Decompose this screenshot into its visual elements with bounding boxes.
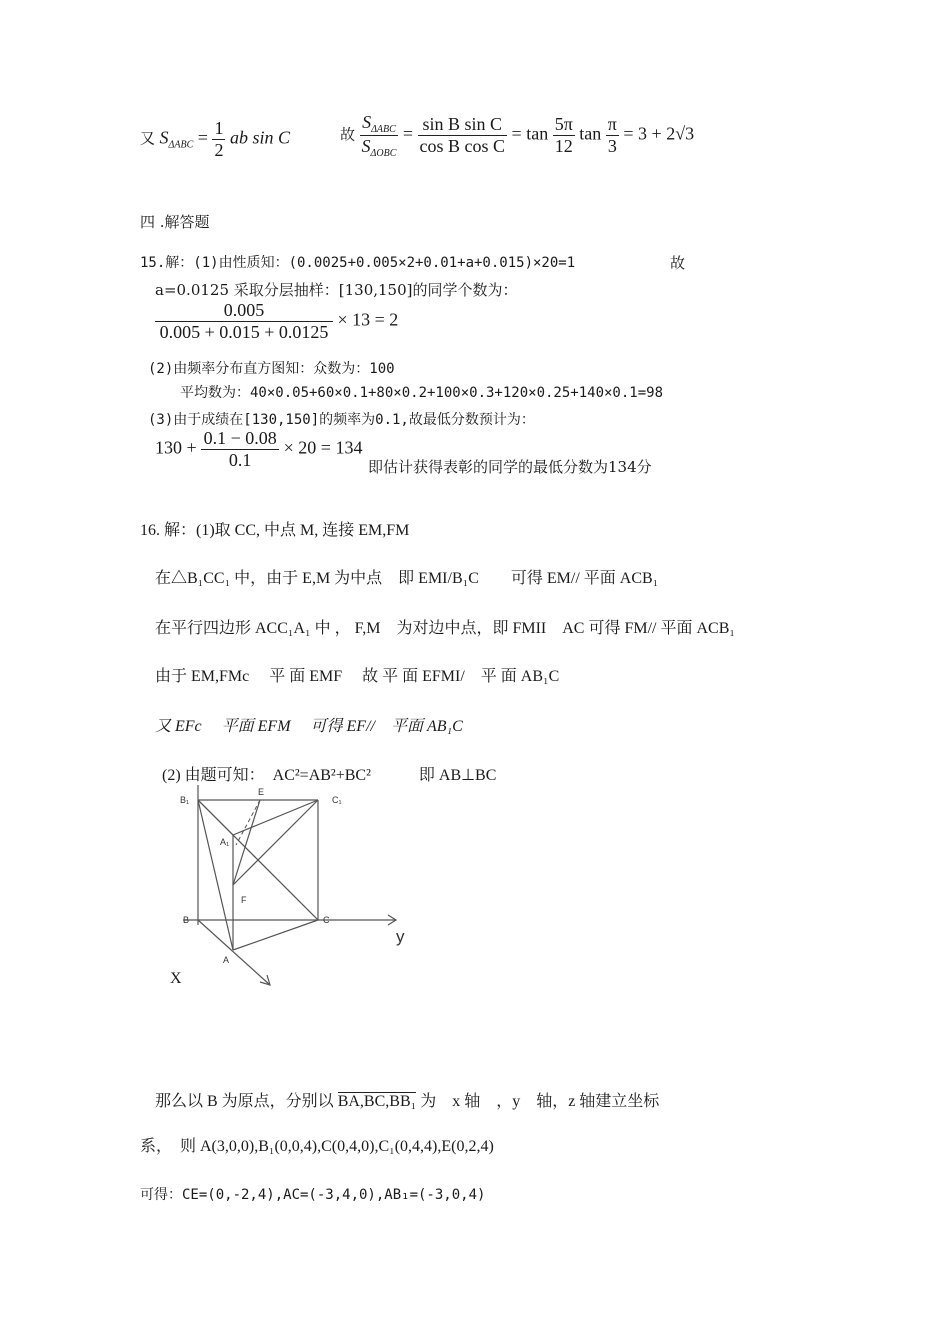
area-num: S: [362, 112, 372, 132]
label-B1: B₁: [180, 795, 190, 805]
edge-b1-a: [198, 800, 233, 950]
q15-part3: (3)由于成绩在[130,150]的频率为0.1,故最低分数预计为：: [148, 412, 535, 428]
area-num-sub: ΔABC: [371, 124, 396, 135]
formula-prefix-gu: 故: [340, 125, 356, 144]
vector-bb1: BB₁: [389, 1093, 417, 1110]
fraction-sin-cos: [418, 114, 508, 157]
q16-line4: 由于 EM,FMc 平 面 EMF 故 平 面 EFMI/ 平 面 AB₁C: [155, 668, 560, 685]
formula-tan2: tan: [579, 123, 602, 144]
q15-frac-den: 0.005 + 0.015 + 0.0125: [155, 321, 333, 343]
edge-a-c: [233, 920, 318, 950]
line7-post: 为 x 轴 ，y 轴，z 轴建立坐标: [420, 1093, 660, 1110]
q15-frac-rest: × 13 = 2: [337, 309, 399, 330]
x-axis: [198, 920, 270, 985]
fraction-area-ratio: [360, 112, 399, 159]
q16-line1: 16. 解：(1)取 CC, 中点 M, 连接 EM,FM: [140, 522, 410, 539]
vector-ba-bc: BA,BC,: [337, 1093, 390, 1110]
q15-frac-num: 0.005: [223, 300, 265, 320]
label-A1: A₁: [220, 837, 230, 847]
formula-rest: ab sin C: [229, 127, 290, 148]
area-den-sub: ΔOBC: [370, 148, 397, 159]
formula-ratio: [340, 112, 694, 159]
q15-fraction-block: [155, 300, 398, 343]
label-C: C: [323, 915, 330, 925]
label-X: X: [170, 970, 182, 987]
p3-prefix: 130 +: [155, 437, 197, 458]
q15-part2: (2)由频率分布直方图知：众数为：100: [148, 361, 395, 377]
formula-prefix-you: 又: [140, 129, 156, 148]
formula-S-sub: ΔABC: [168, 139, 194, 151]
label-z: [182, 785, 188, 786]
q15-conclusion: 即估计获得表彰的同学的最低分数为134分: [368, 458, 652, 476]
q15-line2: a=0.0125 采取分层抽样：[130,150]的同学个数为：: [155, 281, 518, 299]
q15-line1: 15.解：(1)由性质知：(0.0025+0.005×2+0.01+a+0.015)×20=1: [140, 255, 576, 271]
formula-S: S: [159, 127, 169, 148]
formula-eq2: = tan: [511, 123, 549, 144]
cos-den: cos B cos C: [419, 136, 506, 156]
p3-den: 0.1: [201, 449, 279, 471]
fraction-num: 1: [214, 118, 224, 138]
label-y: y: [396, 927, 405, 946]
q16-line7: [155, 1088, 659, 1111]
fraction-one-half: [212, 118, 225, 161]
q16-line2: 在△B₁CC₁ 中，由于 E,M 为中点 即 EMI/B₁C 可得 EM// 平面 ACB₁: [155, 570, 659, 587]
sin-num: sin B sin C: [422, 114, 503, 134]
section-title: 四 .解答题: [140, 213, 210, 231]
q16-line8: 系， 则 A(3,0,0),B₁(0,0,4),C(0,4,0),C₁(0,4,4),E(0,2,4): [140, 1138, 494, 1155]
frac3-num: 5π: [554, 114, 573, 134]
formula-result: = 3 + 2√3: [623, 123, 695, 144]
label-C1: C₁: [332, 795, 342, 805]
edge-a1-c1: [233, 800, 318, 835]
q15-part2-mean: 平均数为：40×0.05+60×0.1+80×0.2+100×0.3+120×0.25+140×0.1=98: [180, 385, 664, 401]
p3-rest: × 20 = 134: [283, 437, 363, 458]
label-B: B: [183, 915, 190, 925]
p3-num: 0.1 − 0.08: [203, 428, 277, 448]
p3-fraction: [201, 428, 279, 471]
label-E: E: [258, 787, 265, 797]
edge-f-c1: [233, 800, 318, 885]
frac4-den: 3: [606, 135, 619, 157]
formula-eq1: =: [402, 123, 414, 144]
q16-line6: (2) 由题可知： AC²=AB²+BC² 即 AB⊥BC: [162, 767, 497, 784]
fraction-5pi-12: [553, 114, 575, 157]
prism-diagram: [168, 785, 418, 995]
formula-eq: =: [197, 127, 208, 148]
q16-line5: 又 EFc 平面 EFM 可得 EF// 平面 AB₁C: [155, 718, 463, 735]
area-den: S: [361, 136, 371, 156]
label-F: F: [241, 895, 247, 905]
label-A: A: [223, 955, 230, 965]
q15-line1-tail: 故: [670, 254, 686, 272]
formula-area-left: [140, 118, 290, 161]
frac3-den: 12: [553, 135, 575, 157]
frac4-num: π: [607, 114, 617, 134]
fraction-den: 2: [214, 140, 224, 160]
q15-part3-formula: [155, 428, 362, 471]
q16-line3: 在平行四边形 ACC₁A₁ 中 ， F,M 为对边中点，即 FMII AC 可得 FM// 平面 ACB₁: [155, 620, 735, 637]
q16-line9: 可得：CE=(0,-2,4),AC=(-3,4,0),AB₁=(-3,0,4): [140, 1187, 486, 1203]
fraction-pi-3: [606, 114, 619, 157]
q15-fraction: [155, 300, 333, 343]
line7-pre: 那么以 B 为原点，分别以: [155, 1093, 334, 1110]
